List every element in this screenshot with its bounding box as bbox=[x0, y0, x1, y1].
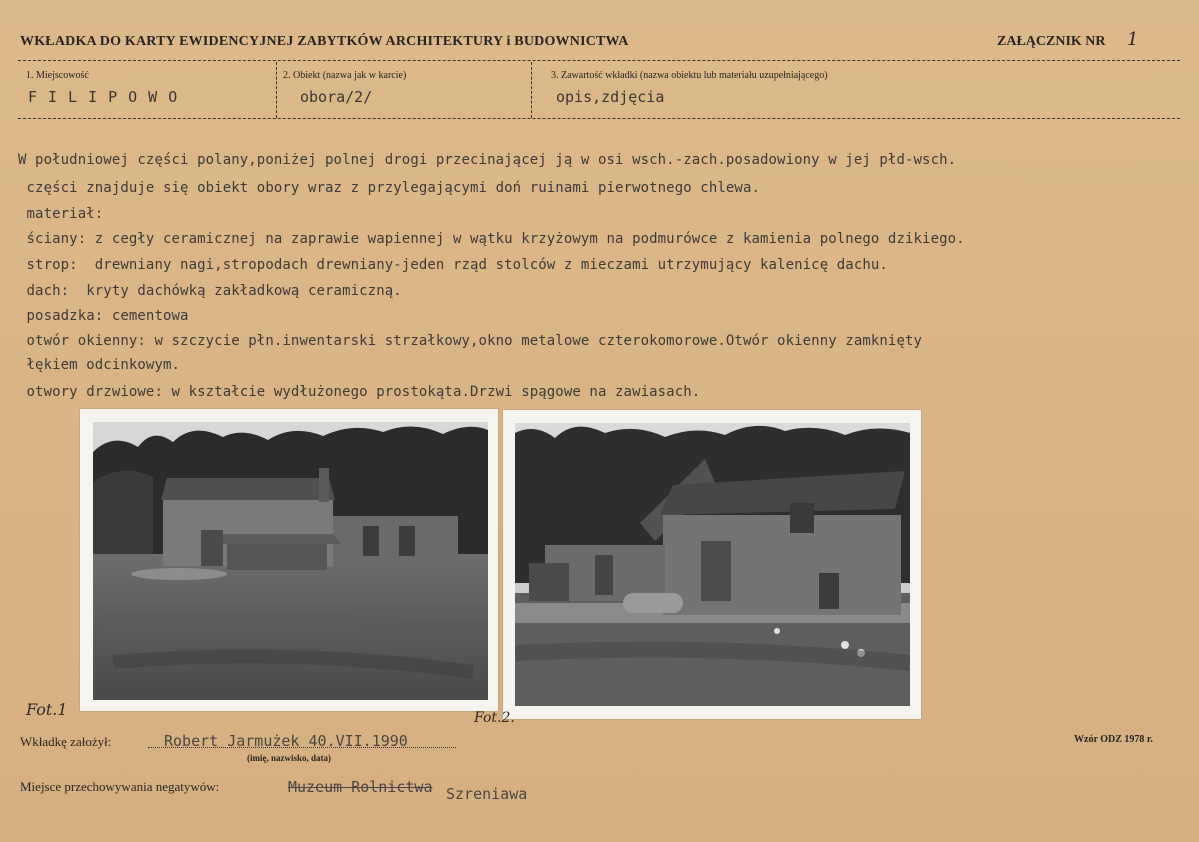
created-by-value: Robert Jarmużek 40.VII.1990 bbox=[164, 732, 408, 750]
field-separator bbox=[276, 62, 277, 118]
storage-value: Szreniawa bbox=[446, 785, 528, 803]
annex-number: 1 bbox=[1127, 29, 1139, 50]
form-title: WKŁADKA DO KARTY EWIDENCYJNEJ ZABYTKÓW ARCHITEKTURY i BUDOWNICTWA bbox=[20, 34, 629, 49]
description-line: strop: drewniany nagi,stropodach drewniany-jeden rząd stolców z mieczami utrzymujący kalenicę dachu. bbox=[18, 257, 888, 273]
content-label: 3. Zawartość wkładki (nazwa obiektu lub materiału uzupełniającego) bbox=[551, 70, 828, 81]
field-separator bbox=[531, 62, 532, 118]
photo-1 bbox=[80, 409, 498, 711]
storage-label: Miejsce przechowywania negatywów: bbox=[20, 779, 220, 794]
description-line: otwory drzwiowe: w kształcie wydłużonego prostokąta.Drzwi spągowe na zawiasach. bbox=[18, 384, 701, 400]
top-divider bbox=[18, 60, 1180, 61]
description-line: ściany: z cegły ceramicznej na zaprawie wapiennej w wątku krzyżowym na podmurówce z kamienia polnego dzikiego. bbox=[18, 231, 965, 247]
storage-struck-value: Muzeum Rolnictwa bbox=[288, 778, 433, 796]
photo-2-caption: Fot.2. bbox=[474, 710, 515, 726]
description-line: łękiem odcinkowym. bbox=[18, 357, 181, 373]
description-line: posadzka: cementowa bbox=[18, 308, 189, 324]
fields-divider bbox=[18, 118, 1180, 119]
content-value: opis,zdjęcia bbox=[556, 88, 665, 106]
object-label: 2. Obiekt (nazwa jak w karcie) bbox=[283, 70, 407, 81]
description-line: dach: kryty dachówką zakładkową ceramiczną. bbox=[18, 283, 402, 299]
photo-2-image bbox=[515, 423, 910, 706]
locality-value: FILIPOWO bbox=[28, 88, 189, 106]
description-line: otwór okienny: w szczycie płn.inwentarski strzałkowy,okno metalowe czterokomorowe.Otwór okienny zamknięty bbox=[18, 333, 923, 349]
form-code: Wzór ODZ 1978 r. bbox=[1074, 734, 1153, 745]
annex-label: ZAŁĄCZNIK NR bbox=[997, 34, 1106, 49]
object-value: obora/2/ bbox=[300, 88, 373, 106]
created-by-label: Wkładkę założył: bbox=[20, 734, 112, 749]
description-line: części znajduje się obiekt obory wraz z przylegającymi doń ruinami pierwotnego chlewa. bbox=[18, 180, 760, 196]
photo-2 bbox=[503, 410, 921, 719]
description-line: materiał: bbox=[18, 206, 104, 222]
description-line: W południowej części polany,poniżej polnej drogi przecinającej ją w osi wsch.-zach.posadowiony w jej płd-wsch. bbox=[18, 152, 957, 168]
photo-1-caption: Fot.1 bbox=[26, 700, 68, 719]
photo-1-image bbox=[93, 422, 488, 700]
locality-label: 1. Miejscowość bbox=[26, 70, 89, 81]
created-by-hint: (imię, nazwisko, data) bbox=[247, 753, 331, 763]
